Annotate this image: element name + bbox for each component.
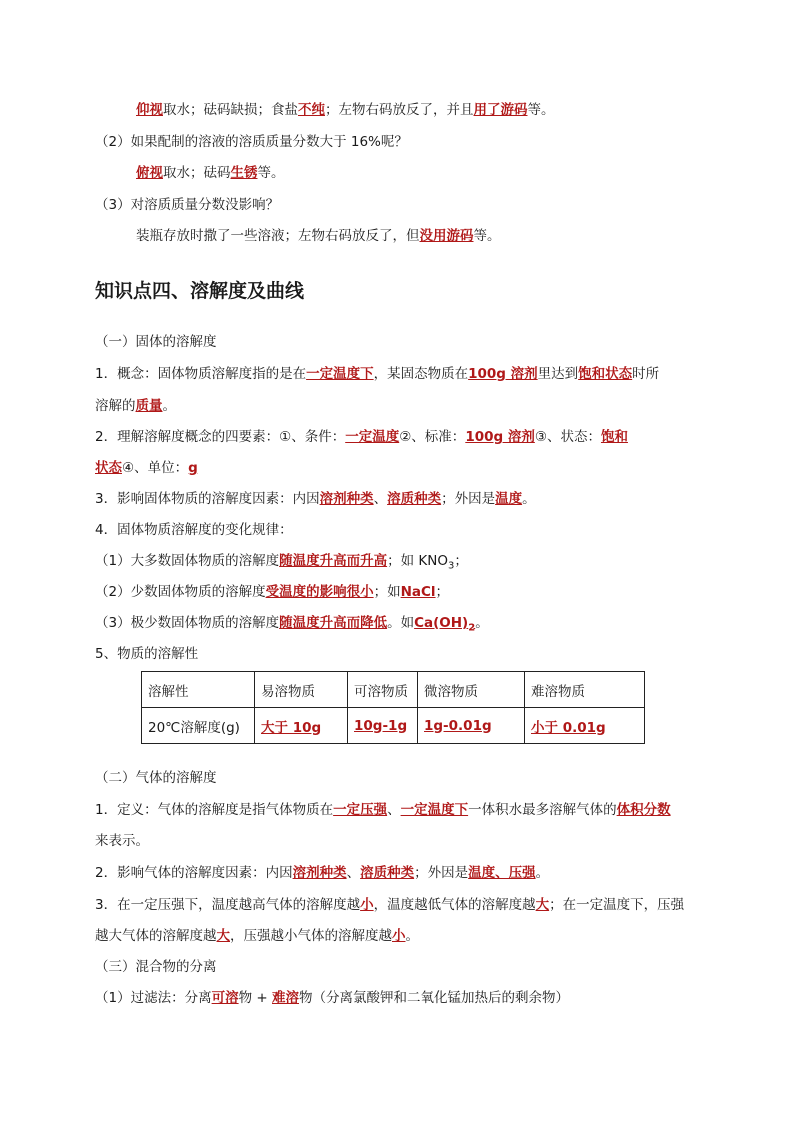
table-row-label: 20℃溶解度(g) — [142, 708, 255, 744]
text-line: 装瓶存放时撒了一些溶液；左物右码放反了，但没用游码等。 — [136, 228, 501, 244]
answer-text: $Ca(OH)_2$ — [414, 615, 476, 634]
text-line: 1．概念：固体物质溶解度指的是在一定温度下，某固态物质在100g 溶剂里达到饱和状态时所 — [95, 366, 660, 382]
answer-text: 没用游码 — [419, 228, 474, 244]
table-cell: 10g-1g — [348, 708, 418, 744]
answer-text: 体积分数 — [616, 802, 671, 818]
answer-text: 温度 — [495, 491, 523, 507]
answer-text: 随温度升高而升高 — [279, 553, 388, 569]
table-header-cell: 易溶物质 — [255, 672, 348, 708]
answer-text: 100g 溶剂 — [468, 366, 538, 382]
answer-text: 一定温度下 — [306, 366, 374, 382]
text-line: 2．影响气体的溶解度因素：内因溶剂种类、溶质种类；外因是温度、压强。 — [95, 865, 550, 881]
table-row — [142, 672, 645, 708]
text-line: （1）过滤法：分离可溶物 + 难溶物（分离氯酸钾和二氧化锰加热后的剩余物） — [95, 990, 569, 1006]
subsection-title: （三）混合物的分离 — [95, 959, 217, 975]
text-line: 越大气体的溶解度越大，压强越小气体的溶解度越小。 — [95, 928, 419, 944]
section-heading: 知识点四、溶解度及曲线 — [95, 280, 305, 302]
answer-text: 状态 — [95, 460, 122, 476]
subsection-title: （二）气体的溶解度 — [95, 770, 217, 786]
table-cell: 1g-0.01g — [418, 708, 525, 744]
text-line: 3．影响固体物质的溶解度因素：内因溶剂种类、溶质种类；外因是温度。 — [95, 491, 536, 507]
text-line: 仰视取水；砝码缺损；食盐不纯；左物右码放反了，并且用了游码等。 — [136, 102, 555, 118]
table-header-cell: 微溶物质 — [418, 672, 525, 708]
text-line: （3）对溶质质量分数没影响？ — [95, 197, 280, 213]
answer-text: 一定温度下 — [400, 802, 469, 818]
text-line: 来表示。 — [95, 833, 149, 849]
answer-text: 大 — [535, 897, 550, 913]
solubility-table — [141, 671, 645, 744]
answer-text: 溶剂种类 — [292, 865, 347, 881]
table-row — [142, 708, 645, 744]
answer-text: 可溶 — [211, 990, 239, 1006]
answer-text: 溶质种类 — [387, 491, 442, 507]
text-line: 2．理解溶解度概念的四要素：①、条件：一定温度②、标准：100g 溶剂③、状态：饱和 — [95, 429, 628, 445]
answer-text: 生锈 — [230, 165, 258, 181]
answer-text: 质量 — [135, 398, 163, 414]
text-line: 1．定义：气体的溶解度是指气体物质在一定压强、一定温度下一体积水最多溶解气体的体积分数 — [95, 802, 671, 818]
text-line: 状态④、单位：g — [95, 460, 198, 476]
table-cell: 大于 10g — [255, 708, 348, 744]
answer-text: 受温度的影响很小 — [265, 584, 374, 600]
answer-text: 100g 溶剂 — [465, 429, 535, 445]
text-line: （2）如果配制的溶液的溶质质量分数大于 16%呢？ — [95, 134, 408, 150]
answer-text: 用了游码 — [473, 102, 528, 118]
answer-text: 一定压强 — [333, 802, 388, 818]
answer-text: 一定温度 — [345, 429, 400, 445]
text-line: 4．固体物质溶解度的变化规律： — [95, 522, 293, 538]
text-line: 5、物质的溶解性 — [95, 646, 199, 662]
answer-text: 难溶 — [272, 990, 299, 1006]
answer-text: 小 — [392, 928, 406, 944]
table-header-cell: 可溶物质 — [348, 672, 418, 708]
answer-text: 溶质种类 — [360, 865, 415, 881]
answer-text: 俯视 — [136, 165, 163, 181]
answer-text: g — [188, 460, 198, 476]
text-line: （2）少数固体物质的溶解度受温度的影响很小；如NaCl； — [95, 584, 450, 600]
answer-text: 小 — [360, 897, 374, 913]
answer-text: 大 — [216, 928, 230, 944]
answer-text: 饱和状态 — [578, 366, 633, 382]
text-line: （3）极少数固体物质的溶解度随温度升高而降低。如$Ca(OH)_2$。 — [95, 615, 489, 634]
table-header-cell: 溶解性 — [142, 672, 255, 708]
table-cell: 小于 0.01g — [525, 708, 645, 744]
answer-text: 温度、压强 — [468, 865, 536, 881]
text-line: 俯视取水；砝码生锈等。 — [136, 165, 285, 181]
table-header-cell: 难溶物质 — [525, 672, 645, 708]
answer-text: 随温度升高而降低 — [279, 615, 388, 631]
text-line: （1）大多数固体物质的溶解度随温度升高而升高；如 $KNO_3$； — [95, 553, 468, 572]
text-line: 溶解的质量。 — [95, 398, 176, 414]
subsection-title: （一）固体的溶解度 — [95, 334, 217, 350]
answer-text: NaCl — [400, 584, 436, 600]
answer-text: 仰视 — [136, 102, 163, 118]
answer-text: 饱和 — [600, 429, 628, 445]
answer-text: 不纯 — [298, 102, 325, 118]
answer-text: 溶剂种类 — [319, 491, 374, 507]
text-line: 3．在一定压强下，温度越高气体的溶解度越小，温度越低气体的溶解度越大；在一定温度下，压强 — [95, 897, 685, 913]
